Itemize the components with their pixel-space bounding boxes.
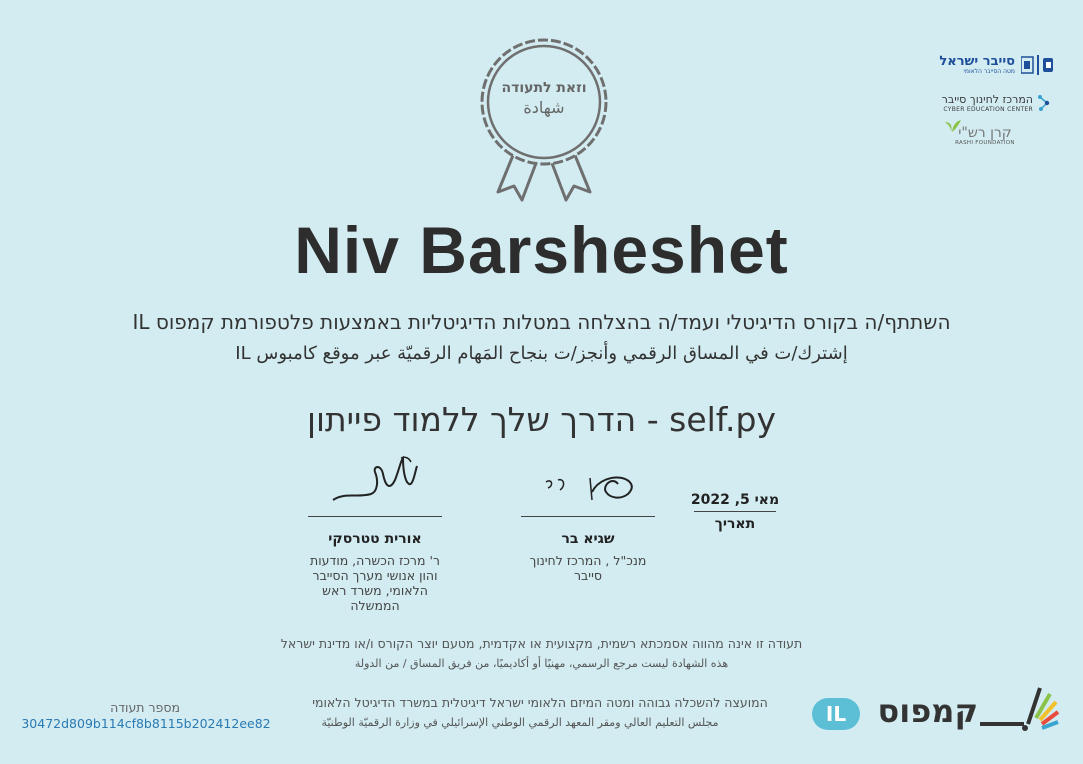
signer-role: ר' מרכז הכשרה, מודעות והון אנושי מערך הסייבר הלאומי, משרד ראש הממשלה [310, 553, 440, 613]
seal-graphic [474, 30, 614, 205]
signature-block-orit [305, 452, 445, 613]
date-line [694, 511, 776, 512]
leaf-icon [945, 118, 965, 132]
completion-text-he: השתתף/ה בקורס הדיגיטלי ועמד/ה בהצלחה במטלות הדיגיטליות באמצעות פלטפורמת קמפוס IL [132, 310, 951, 334]
date-label: תאריך [714, 516, 756, 532]
disclaimer-ar: هذه الشهادة ليست مرجع الرسمي، مهنيًا أو أكاديميًا، من فريق المساق / من الدولة [354, 657, 729, 670]
signature-sagi [518, 462, 658, 512]
issue-date: מאי 5, 2022 [690, 492, 780, 508]
completion-text-ar: إشترك/ت في المساق الرقمي وأنجز/ت بنجاح المَهام الرقميّة عبر موقع كامبوس IL [235, 343, 848, 364]
campus-logo-text: קמפוס [877, 692, 978, 730]
seal-text-ar: شهادة [523, 98, 565, 117]
signature-orit [305, 452, 445, 512]
signer-name: שגיא בר [561, 531, 615, 547]
rashi-foundation-logo [945, 118, 1025, 154]
cec-network-icon [1037, 94, 1051, 112]
certificate-number[interactable]: 30472d809b114cf8b8115b202412ee82 [21, 716, 271, 731]
signature-line [521, 516, 655, 517]
cec-logo-en: CYBER EDUCATION CENTER [943, 105, 1033, 113]
cyber-israel-logo [895, 54, 1055, 76]
rashi-logo-name: קרן רש"י [958, 125, 1012, 141]
certificate-seal [474, 30, 614, 205]
recipient-name: Niv Barsheshet [294, 213, 789, 287]
disclaimer-he: תעודה זו אינה מהווה אסמכתא רשמית, מקצועית או אקדמית, מטעם יוצר הקורס ו/או מדינת ישראל [280, 636, 803, 651]
cyber-logo-name: סייבר ישראל [939, 54, 1015, 69]
date-block [690, 492, 780, 532]
signature-block-sagi [518, 462, 658, 583]
seal-text-he: וזאת לתעודה [501, 80, 587, 96]
campus-pencils-icon [980, 684, 1062, 734]
council-text-ar: مجلس التعليم العالي ومقر المعهد الرقمي الوطني الإسرائيلي في وزارة الرقميّة الوطنيّة [321, 716, 719, 729]
signer-role: מנכ"ל , המרכז לחינוך סייבר [529, 553, 647, 583]
signature-line [308, 516, 442, 517]
cec-logo-name: המרכז לחינוך סייבר [941, 92, 1033, 106]
course-title: self.py - הדרך שלך ללמוד פייתון [307, 400, 776, 439]
cyber-emblem-icon [1021, 55, 1055, 75]
campus-il-logo [812, 684, 1062, 734]
cyber-logo-sub: מטה הסייבר הלאומי [963, 68, 1015, 75]
cyber-education-center-logo [891, 90, 1051, 116]
signer-name: אורית טטרסקי [328, 531, 422, 547]
rashi-logo-en: RASHI FOUNDATION [955, 140, 1015, 146]
council-text-he: המועצה להשכלה גבוהה ומטה המיזם הלאומי ישראל דיגיטלית במשרד הדיגיטל הלאומי [312, 695, 768, 710]
campus-badge: IL [812, 698, 860, 730]
certificate-number-label: מספר תעודה [110, 700, 180, 715]
